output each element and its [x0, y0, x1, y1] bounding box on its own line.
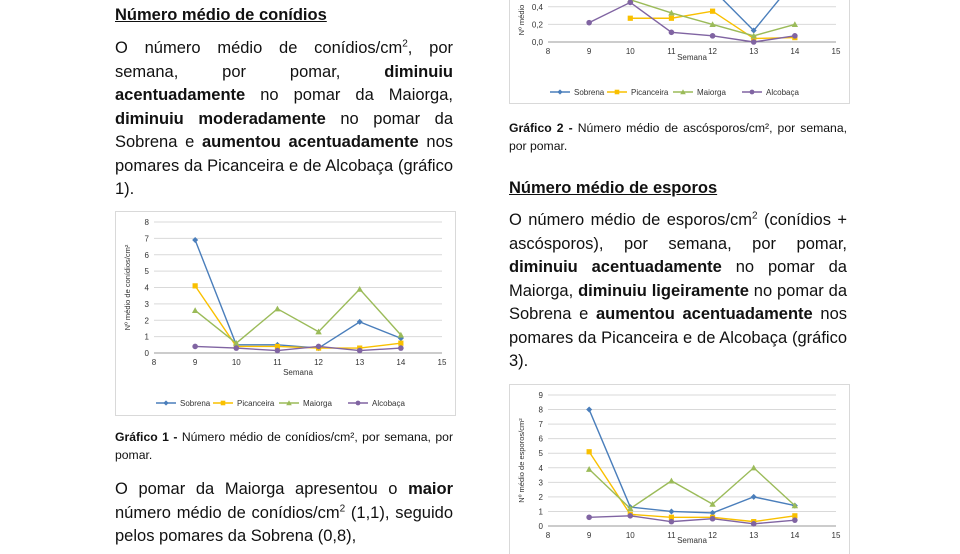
text-run: aumentou acentuadamente	[201, 133, 419, 151]
data-point	[192, 307, 198, 313]
legend-marker	[163, 400, 168, 405]
data-point	[668, 508, 674, 514]
data-point	[627, 513, 633, 519]
heading-conidios: Número médio de conídios	[115, 6, 327, 24]
y-tick-label: 8	[538, 405, 543, 415]
text-run: 2	[402, 38, 408, 50]
data-point	[586, 514, 592, 520]
data-point	[192, 344, 198, 350]
x-axis-label: Semana	[283, 368, 313, 377]
text-run: O pomar da Maiorga apresentou o	[115, 480, 409, 498]
data-point	[275, 348, 281, 354]
y-tick-label: 4	[538, 463, 543, 473]
data-point	[669, 16, 674, 21]
data-point	[751, 521, 757, 527]
data-point	[316, 344, 322, 350]
data-point	[710, 516, 716, 522]
x-tick-label: 10	[625, 47, 635, 56]
chart-svg	[510, 0, 849, 103]
text-run: no pomar da Maiorga,	[245, 86, 453, 104]
text-run: aumentou acentuadamente	[595, 305, 813, 323]
series-line	[589, 410, 795, 513]
y-tick-label: 0,2	[531, 20, 543, 30]
y-axis-label: Nº médio de esporos/cm²	[517, 418, 526, 503]
data-point	[233, 345, 239, 351]
x-tick-label: 15	[437, 358, 447, 367]
data-point	[668, 478, 674, 484]
legend-label: Maiorga	[303, 399, 332, 408]
data-point	[792, 33, 798, 39]
series-line	[589, 468, 795, 509]
legend-marker	[356, 401, 361, 406]
text-run: Gráfico 1 -	[115, 430, 182, 444]
legend-marker	[557, 89, 562, 94]
series-sobrena	[627, 0, 798, 34]
series-picanceira	[193, 283, 404, 350]
legend-label: Alcobaça	[766, 88, 799, 97]
data-point	[669, 519, 675, 525]
data-point	[587, 449, 592, 454]
y-tick-label: 9	[538, 391, 543, 400]
chart-2-ascosporos	[509, 0, 850, 104]
text-run: O número médio de esporos/cm	[509, 211, 753, 229]
text-run: maior	[408, 480, 453, 498]
y-tick-label: 0	[144, 349, 149, 358]
legend-label: Sobrena	[180, 399, 211, 408]
y-tick-label: 6	[538, 434, 543, 444]
y-tick-label: 5	[538, 449, 543, 459]
x-tick-label: 11	[667, 47, 676, 56]
y-tick-label: 1	[144, 332, 149, 342]
chart-svg	[116, 212, 455, 415]
data-point	[792, 517, 798, 523]
y-tick-label: 4	[144, 283, 149, 293]
x-tick-label: 14	[396, 358, 406, 367]
x-tick-label: 8	[545, 47, 551, 56]
x-tick-label: 11	[273, 358, 282, 367]
text-run: Número médio de conídios/cm², por semana, por pomar.	[115, 430, 453, 462]
y-tick-label: 0,4	[531, 2, 543, 12]
y-tick-label: 1	[538, 507, 543, 517]
y-tick-label: 0	[538, 522, 543, 531]
text-run: 2	[339, 503, 346, 514]
data-point	[398, 345, 404, 351]
heading-esporos: Número médio de esporos	[509, 179, 718, 197]
x-tick-label: 13	[355, 358, 365, 367]
x-tick-label: 15	[831, 47, 841, 56]
text-run: Gráfico 2 -	[509, 121, 578, 135]
y-axis-label: Nº médio	[517, 4, 526, 36]
text-run: no pomar da Maiorga,	[509, 258, 847, 300]
data-point	[274, 306, 280, 312]
series-line	[589, 2, 795, 42]
data-point	[398, 341, 403, 346]
text-run: (conídios + ascósporos), por semana, por pomar,	[509, 211, 847, 253]
series-line	[195, 289, 401, 343]
y-tick-label: 0,0	[531, 38, 543, 47]
x-tick-label: 8	[151, 358, 157, 367]
data-point	[710, 33, 716, 39]
x-tick-label: 12	[314, 358, 324, 367]
data-point	[357, 348, 363, 354]
chart-1-conidios	[115, 211, 456, 416]
x-tick-label: 13	[749, 531, 759, 540]
x-tick-label: 14	[790, 47, 800, 56]
legend-marker	[221, 401, 226, 406]
y-tick-label: 3	[538, 478, 543, 488]
y-tick-label: 6	[144, 250, 149, 260]
data-point	[586, 20, 592, 26]
legend-label: Alcobaça	[372, 399, 405, 408]
text-run: nos pomares da Picanceira e de Alcobaça (gráfico 3).	[509, 305, 847, 370]
data-point	[751, 39, 757, 45]
y-tick-label: 3	[144, 299, 149, 309]
data-point	[586, 407, 592, 413]
x-tick-label: 10	[625, 531, 635, 540]
text-run: diminuiu moderadamente	[115, 109, 326, 128]
x-tick-label: 8	[545, 531, 551, 540]
x-tick-label: 13	[749, 47, 759, 56]
text-run: (1,1), seguido pelos pomares da Sobrena (0,8),	[115, 503, 454, 545]
y-tick-label: 5	[144, 267, 149, 277]
data-point	[628, 16, 633, 21]
series-alcobaça	[192, 344, 403, 354]
text-run: no pomar da Sobrena e	[115, 109, 453, 151]
caption-grafico-1	[115, 428, 453, 464]
chart-svg	[510, 385, 849, 554]
text-run: Número médio de ascósporos/cm², por semana, por pomar.	[509, 121, 847, 153]
text-run: número médio de conídios/cm	[115, 503, 340, 522]
text-run: 2	[752, 210, 758, 222]
x-axis-label: Semana	[677, 536, 707, 545]
text-run: diminuiu ligeiramente	[578, 281, 749, 300]
legend-marker	[750, 90, 755, 95]
data-point	[751, 494, 757, 500]
x-tick-label: 9	[192, 358, 198, 367]
text-run: O número médio de conídios/cm	[115, 39, 403, 57]
y-tick-label: 2	[538, 492, 543, 502]
series-maiorga	[586, 465, 798, 512]
y-axis-label: Nº médio de conídios/cm²	[123, 244, 132, 331]
x-tick-label: 12	[708, 47, 718, 56]
x-tick-label: 11	[667, 531, 676, 540]
x-tick-label: 12	[708, 531, 718, 540]
data-point	[357, 286, 363, 292]
x-tick-label: 10	[231, 358, 241, 367]
x-tick-label: 9	[586, 531, 592, 540]
data-point	[586, 466, 592, 472]
text-run: diminuiu acentuadamente	[509, 258, 722, 276]
legend-label: Maiorga	[697, 88, 726, 97]
legend-label: Picanceira	[237, 399, 275, 408]
y-tick-label: 8	[144, 218, 149, 227]
y-tick-label: 7	[144, 234, 149, 244]
legend-label: Picanceira	[631, 88, 669, 97]
series-sobrena	[586, 407, 798, 516]
x-tick-label: 9	[586, 47, 592, 56]
x-axis-label: Semana	[677, 53, 707, 62]
y-tick-label: 2	[144, 316, 149, 326]
text-run: , por semana, por pomar,	[115, 39, 453, 81]
text-run: diminuiu acentuadamente	[115, 62, 453, 104]
legend-marker	[615, 90, 620, 95]
y-tick-label: 7	[538, 420, 543, 430]
paragraph-maiorga	[115, 478, 453, 549]
x-tick-label: 15	[831, 531, 841, 540]
chart-3-esporos	[509, 384, 850, 554]
text-run: no pomar da Sobrena e	[509, 281, 848, 323]
caption-grafico-2	[509, 119, 847, 155]
series-picanceira	[587, 449, 798, 524]
data-point	[710, 9, 715, 14]
paragraph-conidios	[115, 37, 453, 202]
data-point	[193, 283, 198, 288]
data-point	[669, 30, 675, 36]
paragraph-esporos	[509, 209, 847, 374]
legend-label: Sobrena	[574, 88, 605, 97]
text-run: nos pomares da Picanceira e de Alcobaça (gráfico 1).	[115, 133, 453, 198]
x-tick-label: 14	[790, 531, 800, 540]
